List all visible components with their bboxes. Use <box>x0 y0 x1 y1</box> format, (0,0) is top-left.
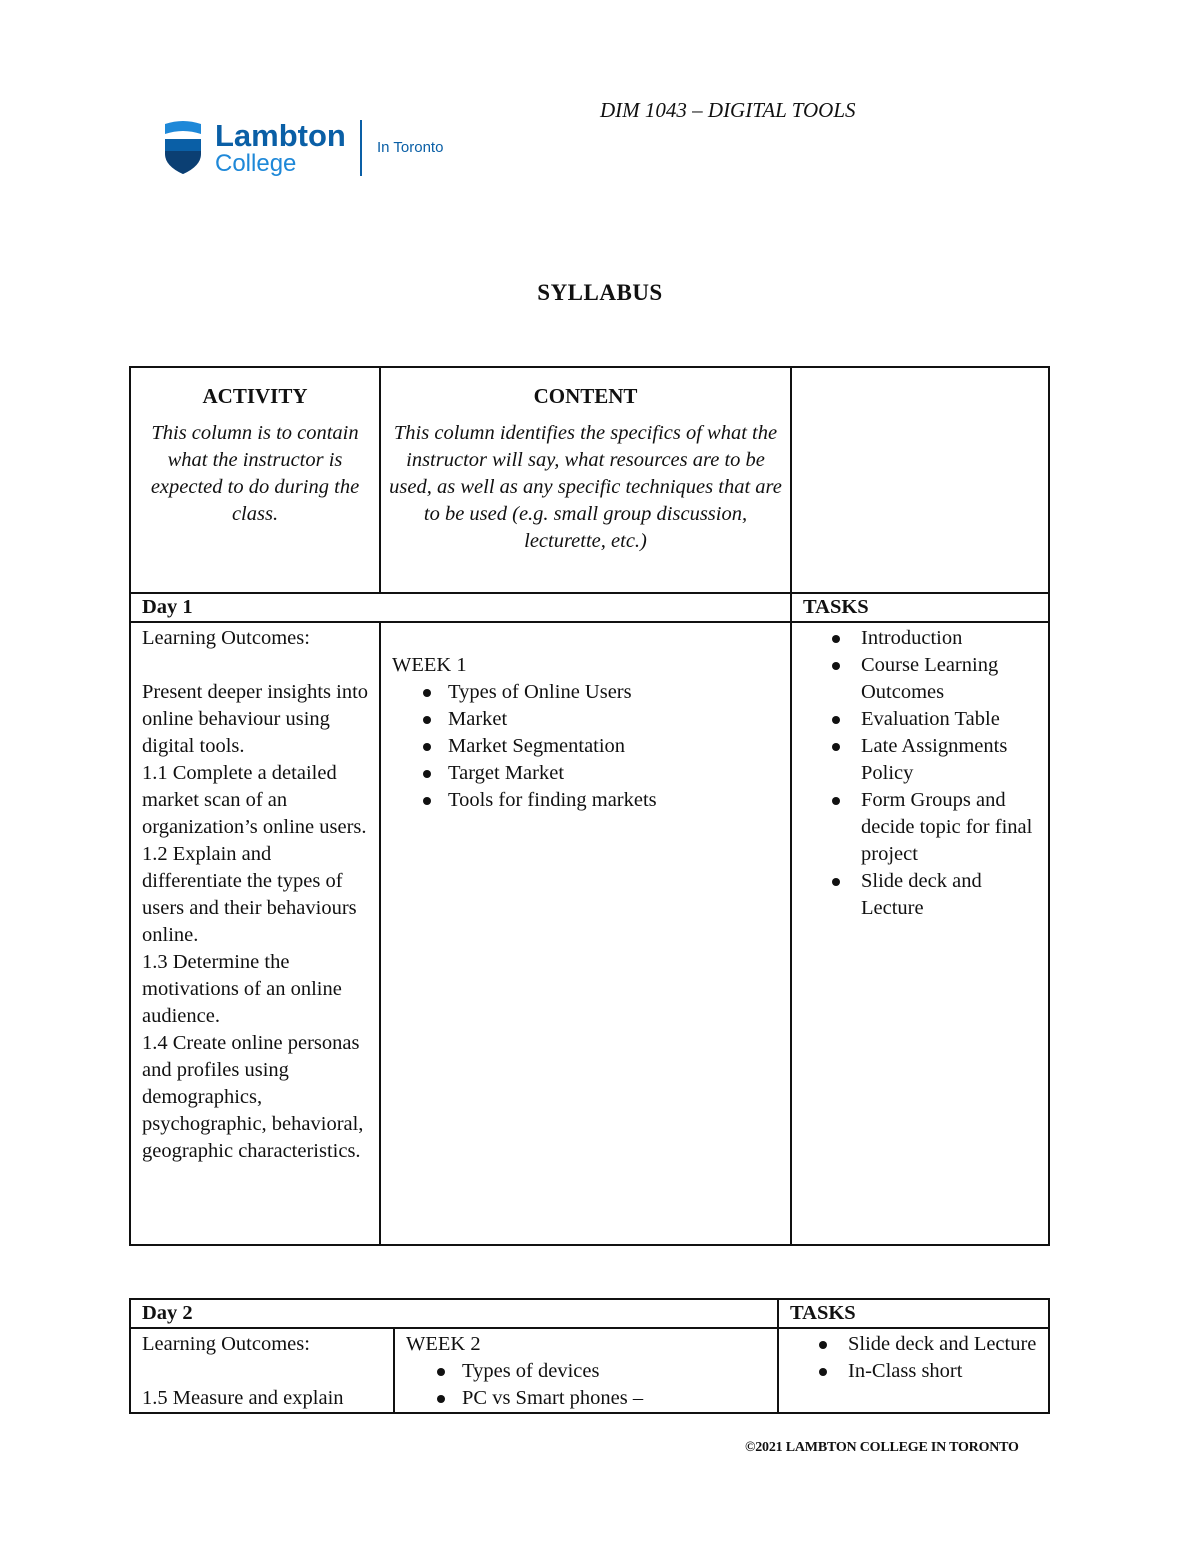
content-header-cell <box>380 367 791 593</box>
learning-outcome-item: 1.1 Complete a detailed market scan of an organization’s online users. <box>142 762 367 838</box>
list-item: Market <box>414 706 780 733</box>
course-code: DIM 1043 – DIGITAL TOOLS <box>600 98 856 122</box>
day-row <box>130 593 1049 622</box>
task-item: In-Class short <box>807 1358 1038 1385</box>
tasks-list <box>820 625 1038 922</box>
task-item: Course Learning Outcomes <box>820 652 1038 706</box>
content-description: This column identifies the specifics of what the instructor will say, what resources are to be used, as well as any specific techniques that are to be used (e.g. small group discussion, lecturette, etc.) <box>389 422 782 552</box>
learning-outcomes-heading: Learning Outcomes: <box>142 1333 310 1355</box>
list-item: Market Segmentation <box>414 733 780 760</box>
day-row <box>130 1299 1049 1328</box>
content-title: CONTENT <box>533 384 638 408</box>
learning-outcomes-intro: Present deeper insights into online behaviour using digital tools. <box>142 681 369 757</box>
day-label: Day 1 <box>130 593 791 622</box>
content-cell <box>394 1328 778 1413</box>
week-label: WEEK 1 <box>392 654 467 676</box>
day-content-row <box>130 1328 1049 1413</box>
list-item: PC vs Smart phones – <box>428 1385 767 1412</box>
syllabus-table-day2 <box>129 1298 1050 1414</box>
list-item: Target Market <box>414 760 780 787</box>
list-item: Tools for finding markets <box>414 787 780 814</box>
lambton-college-logo <box>163 118 463 180</box>
tasks-cell <box>791 622 1049 1245</box>
learning-outcome-item: 1.4 Create online personas and profiles using demographics, psychographic, behavioral, geographic characteristics. <box>142 1032 364 1162</box>
activity-title: ACTIVITY <box>202 384 308 408</box>
learning-outcomes-heading: Learning Outcomes: <box>142 627 310 649</box>
content-list <box>414 679 780 814</box>
logo-wordmark-line1: Lambton <box>215 118 346 153</box>
task-item: Slide deck and Lecture <box>820 868 1038 922</box>
tasks-list <box>807 1331 1038 1385</box>
list-item: Types of devices <box>428 1358 767 1385</box>
content-cell <box>380 622 791 1245</box>
learning-outcome-item: 1.2 Explain and differentiate the types of users and their behaviours online. <box>142 843 357 946</box>
learning-outcomes-cell <box>130 622 380 1245</box>
learning-outcome-item: 1.3 Determine the motivations of an online audience. <box>142 951 342 1027</box>
activity-header-cell <box>130 367 380 593</box>
task-item: Late Assignments Policy <box>820 733 1038 787</box>
tasks-cell <box>778 1328 1049 1413</box>
page-title: SYLLABUS <box>537 280 663 305</box>
activity-description: This column is to contain what the instructor is expected to do during the class. <box>150 422 360 525</box>
table-header-row <box>130 367 1049 593</box>
task-item: Slide deck and Lecture <box>807 1331 1038 1358</box>
learning-outcome-item: 1.5 Measure and explain <box>142 1387 344 1409</box>
tasks-label: TASKS <box>791 593 1049 622</box>
week-label: WEEK 2 <box>406 1333 481 1355</box>
logo-wordmark-line2: College <box>215 150 297 177</box>
syllabus-table-day1 <box>129 366 1050 1246</box>
day-label: Day 2 <box>130 1299 778 1328</box>
footer-copyright: ©2021 LAMBTON COLLEGE IN TORONTO <box>745 1440 1019 1455</box>
tasks-label: TASKS <box>778 1299 1049 1328</box>
task-item: Evaluation Table <box>820 706 1038 733</box>
learning-outcomes-cell <box>130 1328 394 1413</box>
content-list <box>428 1358 767 1412</box>
task-item: Introduction <box>820 625 1038 652</box>
day-content-row <box>130 622 1049 1245</box>
logo-tagline: In Toronto <box>377 139 444 156</box>
task-item: Form Groups and decide topic for final project <box>820 787 1038 868</box>
list-item: Types of Online Users <box>414 679 780 706</box>
empty-header-cell <box>791 367 1049 593</box>
